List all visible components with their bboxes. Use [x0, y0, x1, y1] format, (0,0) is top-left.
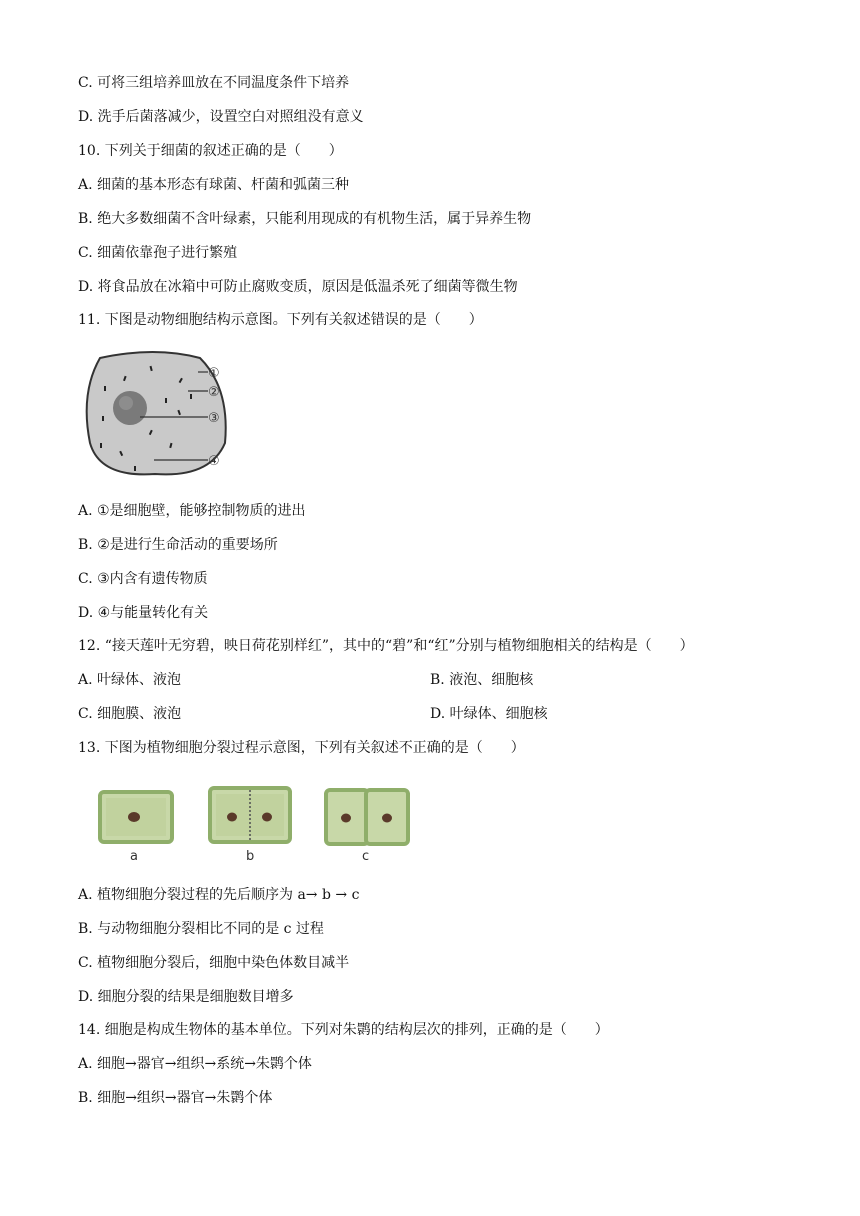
q14-option-a: A. 细胞→器官→组织→系统→朱鹮个体 — [78, 1056, 312, 1072]
q13-option-c: C. 植物细胞分裂后，细胞中染色体数目减半 — [78, 955, 350, 971]
q10-option-d: D. 将食品放在冰箱中可防止腐败变质，原因是低温杀死了细菌等微生物 — [78, 279, 518, 295]
q12-option-d: D. 叶绿体、细胞核 — [430, 706, 548, 722]
cell-a — [100, 792, 172, 864]
label-1: ① — [208, 366, 220, 381]
q14-option-b: B. 细胞→组织→器官→朱鹮个体 — [78, 1090, 273, 1106]
q11-option-a: A. ①是细胞壁，能够控制物质的进出 — [78, 503, 306, 519]
nucleus-a — [128, 812, 140, 822]
plant-cell-division-diagram — [94, 786, 414, 864]
q10-option-c: C. 细菌依靠孢子进行繁殖 — [78, 245, 238, 261]
q13-option-b: B. 与动物细胞分裂相比不同的是 c 过程 — [78, 921, 324, 937]
q11-option-b: B. ②是进行生命活动的重要场所 — [78, 537, 278, 553]
label-a: a — [130, 849, 138, 864]
q14-stem: 14. 细胞是构成生物体的基本单位。下列对朱鹮的结构层次的排列，正确的是（ ） — [78, 1022, 609, 1038]
animal-cell-diagram — [80, 348, 250, 482]
q9-option-c: C. 可将三组培养皿放在不同温度条件下培养 — [78, 75, 350, 91]
q11-option-c: C. ③内含有遗传物质 — [78, 571, 208, 587]
q10-stem: 10. 下列关于细菌的叙述正确的是（ ） — [78, 143, 343, 159]
q13-stem: 13. 下图为植物细胞分裂过程示意图，下列有关叙述不正确的是（ ） — [78, 740, 525, 756]
q11-option-d: D. ④与能量转化有关 — [78, 605, 209, 621]
q11-stem: 11. 下图是动物细胞结构示意图。下列有关叙述错误的是（ ） — [78, 312, 483, 328]
q9-option-d: D. 洗手后菌落减少，设置空白对照组没有意义 — [78, 109, 364, 125]
q12-option-c: C. 细胞膜、液泡 — [78, 706, 182, 722]
label-b: b — [246, 849, 255, 864]
q12-option-b: B. 液泡、细胞核 — [430, 672, 534, 688]
q13-option-d: D. 细胞分裂的结果是细胞数目增多 — [78, 989, 294, 1005]
q10-option-a: A. 细菌的基本形态有球菌、杆菌和弧菌三种 — [78, 177, 350, 193]
cell-body — [87, 352, 226, 474]
cell-c — [326, 790, 408, 864]
q12-option-a: A. 叶绿体、液泡 — [78, 672, 182, 688]
q10-option-b: B. 绝大多数细菌不含叶绿素，只能利用现成的有机物生活，属于异养生物 — [78, 211, 532, 227]
label-4: ④ — [208, 454, 220, 469]
label-2: ② — [208, 385, 220, 400]
cell-b — [210, 788, 290, 864]
label-c: c — [362, 849, 370, 864]
q12-stem: 12. “接天莲叶无穷碧，映日荷花别样红”，其中的“碧”和“红”分别与植物细胞相关的结构是（ ） — [78, 638, 694, 654]
q13-option-a: A. 植物细胞分裂过程的先后顺序为 a→ b → c — [78, 887, 360, 903]
label-3: ③ — [208, 411, 220, 426]
